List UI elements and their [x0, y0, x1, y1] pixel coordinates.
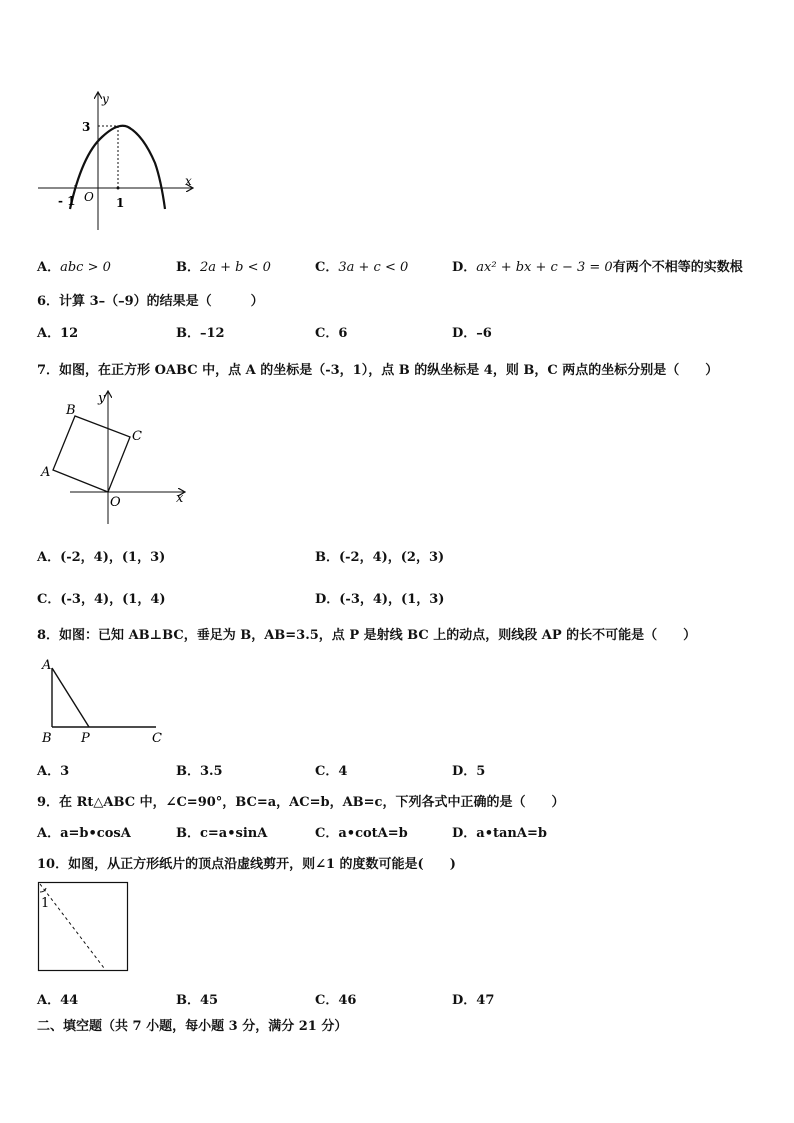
q7-square-figure: [38, 388, 188, 528]
q7-option-d: D．(-3，4)，(1，3): [315, 592, 445, 607]
square-oabc: [53, 416, 130, 492]
q7-option-b: B．(-2，4)，(2，3): [315, 550, 445, 565]
q8-option-b: B．3.5: [176, 764, 223, 779]
q8-stem: 8．如图：已知 AB⊥BC，垂足为 B，AB=3.5，点 P 是射线 BC 上的动点，则线段 AP 的长不可能是（ ）: [37, 628, 697, 643]
q9-option-c: C．a•cotA=b: [315, 826, 408, 841]
label-o: O: [110, 495, 121, 510]
section-title: 二、填空题（共 7 小题，每小题 3 分，满分 21 分）: [37, 1019, 348, 1034]
label-y: y: [98, 391, 106, 406]
q10-option-a: A．44: [37, 993, 79, 1008]
label-b: B: [42, 731, 52, 746]
y-axis-label: y: [102, 92, 109, 106]
q7-option-c: C．(-3，4)，(1，4): [37, 592, 166, 607]
q6-option-c: C．6: [315, 326, 348, 341]
label-c: C: [132, 429, 142, 444]
q9-stem: 9．在 Rt△ABC 中，∠C=90°，BC=a，AC=b，AB=c，下列各式中正确的是（ ）: [37, 795, 565, 810]
q8-option-c: C．4: [315, 764, 348, 779]
q8-option-a: A．3: [37, 764, 70, 779]
square-paper: [39, 883, 128, 971]
q5-option-a: A．abc > 0: [37, 260, 111, 275]
segment-ap: [52, 668, 89, 727]
q6-option-b: B．–12: [176, 326, 225, 341]
label-a: A: [41, 465, 51, 480]
q7-option-a: A．(-2，4)，(1，3): [37, 550, 166, 565]
q5-option-d: D．ax² + bx + c − 3 = 0有两个不相等的实数根: [452, 260, 743, 275]
label-a: A: [42, 658, 52, 673]
angle-label: 1: [41, 896, 50, 911]
q9-option-d: D．a•tanA=b: [452, 826, 547, 841]
q6-option-d: D．–6: [452, 326, 492, 341]
q10-option-d: D．47: [452, 993, 495, 1008]
q5-parabola-graph: [30, 85, 200, 235]
q5-option-c: C．3a + c < 0: [315, 260, 409, 275]
x-axis-label: x: [185, 174, 192, 188]
label-x: x: [176, 491, 184, 506]
q10-option-b: B．45: [176, 993, 219, 1008]
q5-option-b: B．2a + b < 0: [176, 260, 271, 275]
q10-square-paper-figure: [36, 880, 132, 974]
q8-option-d: D．5: [452, 764, 486, 779]
q6-option-a: A．12: [37, 326, 79, 341]
label-c: C: [152, 731, 162, 746]
y-tick-3: 3: [82, 120, 91, 134]
point-one: [117, 187, 120, 190]
q6-stem: 6．计算 3–（–9）的结果是（ ）: [37, 294, 264, 309]
x-tick-neg1: - 1: [58, 194, 76, 208]
q9-option-a: A．a=b•cosA: [37, 826, 131, 841]
q9-option-b: B．c=a•sinA: [176, 826, 268, 841]
label-p: P: [81, 731, 90, 746]
q8-triangle-figure: [36, 654, 171, 746]
origin-label: O: [84, 190, 94, 204]
label-b: B: [66, 403, 76, 418]
cut-line: [40, 884, 104, 968]
q7-stem: 7．如图，在正方形 OABC 中，点 A 的坐标是（-3，1），点 B 的纵坐标是 4，则 B，C 两点的坐标分别是（ ）: [37, 363, 719, 378]
q10-option-c: C．46: [315, 993, 357, 1008]
q10-stem: 10．如图，从正方形纸片的顶点沿虚线剪开，则∠1 的度数可能是( ): [37, 857, 456, 872]
x-tick-1: 1: [116, 196, 125, 210]
